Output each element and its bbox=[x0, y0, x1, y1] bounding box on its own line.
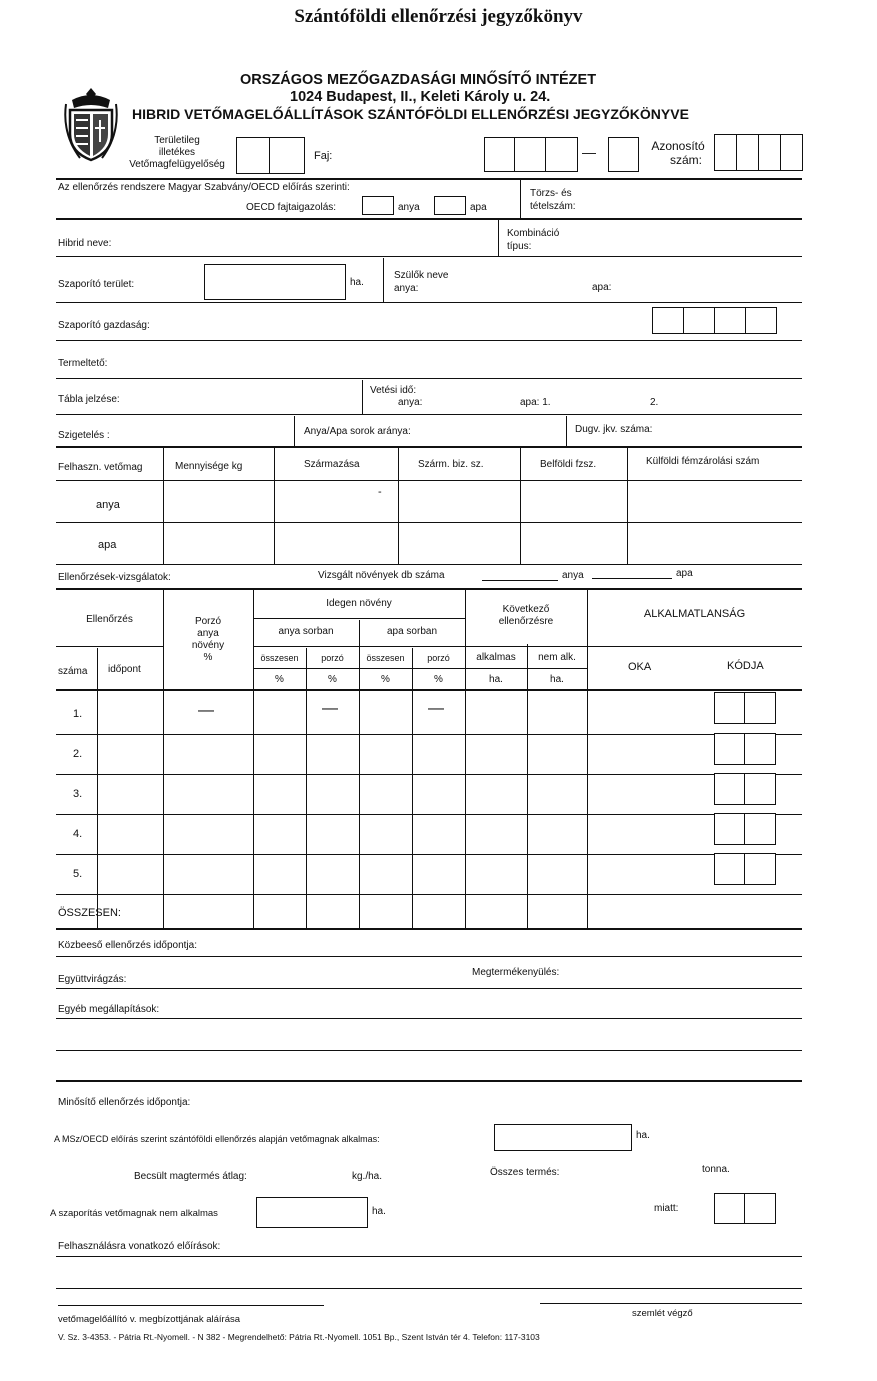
osszesen-label: ÖSSZESEN: bbox=[58, 907, 121, 919]
row-number-5: 5. bbox=[73, 868, 83, 880]
row-number-4: 4. bbox=[73, 828, 83, 840]
printer-footer: V. Sz. 3-4353. - Pátria Rt.-Nyomell. - N 382 - Megrendelhető: Pátria Rt.-Nyomell. 1051 Bp., Szent István tér 4. Telefon: 117-3103 bbox=[58, 1332, 540, 1342]
minosito-label: Minősítő ellenőrzés időpontja: bbox=[58, 1097, 191, 1108]
signature-right-label: szemlét végző bbox=[632, 1308, 693, 1319]
kodja-box-2a[interactable] bbox=[714, 733, 745, 765]
row1-apa-porzo-dash: — bbox=[428, 700, 444, 717]
anya-apa-sorok-label: Anya/Apa sorok aránya: bbox=[304, 426, 411, 437]
osszes-termes-label: Összes termés: bbox=[490, 1167, 560, 1178]
alkalmas-ha: ha. bbox=[489, 674, 503, 685]
oecd-apa-box[interactable] bbox=[434, 196, 466, 215]
coat-of-arms-icon bbox=[60, 84, 122, 164]
ellenorzesek-label: Ellenőrzések-vizsgálatok: bbox=[58, 572, 171, 583]
seed-header-felhasznalt: Felhaszn. vetőmag bbox=[58, 462, 143, 473]
kombinacio-label: Kombináció típus: bbox=[507, 228, 560, 252]
porzo-anya-header: Porzó anya növény % bbox=[191, 616, 225, 663]
ellenorzes-rendszere-label: Az ellenőrzés rendszere Magyar Szabvány/OECD előírás szerinti: bbox=[58, 182, 350, 193]
apa-porzo-header: porzó bbox=[427, 653, 450, 663]
apa-sorban-header: apa sorban bbox=[386, 626, 438, 637]
idegen-noveny-header: Idegen növény bbox=[326, 598, 392, 609]
document-title: Szántóföldi ellenőrzési jegyzőkönyv bbox=[294, 6, 583, 27]
species-code-box-4[interactable] bbox=[608, 137, 639, 172]
tonna-unit: tonna. bbox=[702, 1164, 730, 1175]
szama-header: száma bbox=[58, 666, 88, 677]
felhasznalas-label: Felhasználásra vonatkozó előírások: bbox=[58, 1241, 221, 1252]
tabla-jelzese-label: Tábla jelzése: bbox=[58, 394, 120, 405]
nem-alkalmas-label: A szaporítás vetőmagnak nem alkalmas bbox=[50, 1208, 218, 1219]
oka-header: OKA bbox=[628, 661, 652, 673]
org-address: 1024 Budapest, II., Keleti Károly u. 24. bbox=[290, 89, 551, 105]
dugv-label: Dugv. jkv. száma: bbox=[575, 424, 653, 435]
miatt-code-box-1[interactable] bbox=[714, 1193, 745, 1224]
row-number-2: 2. bbox=[73, 748, 83, 760]
vetesi-apa-2-label: 2. bbox=[650, 397, 659, 408]
seed-dash: - bbox=[378, 486, 382, 498]
species-code-box-3[interactable] bbox=[545, 137, 578, 172]
apa-osszesen-header: összesen bbox=[366, 653, 405, 663]
mszoecd-label: A MSz/OECD előírás szerint szántóföldi ellenőrzés alapján vetőmagnak alkalmas: bbox=[54, 1134, 380, 1144]
row1-porzo-dash: — bbox=[198, 702, 214, 719]
seed-header-belfoldi: Belföldi fzsz. bbox=[540, 459, 597, 470]
kovetkezo-header: Következő ellenőrzésre bbox=[498, 604, 554, 627]
hibrid-neve-label: Hibrid neve: bbox=[58, 238, 112, 249]
form-title: HIBRID VETŐMAGELŐÁLLÍTÁSOK SZÁNTÓFÖLDI ELLENŐRZÉSI JEGYZŐKÖNYVE bbox=[132, 106, 689, 122]
gazdasag-code-box-4[interactable] bbox=[745, 307, 777, 334]
kodja-box-5a[interactable] bbox=[714, 853, 745, 885]
egyeb-label: Egyéb megállapítások: bbox=[58, 1004, 160, 1015]
kodja-box-3b[interactable] bbox=[744, 773, 776, 805]
szigeteles-label: Szigetelés : bbox=[58, 430, 110, 441]
pct-2: % bbox=[328, 674, 337, 685]
kodja-box-2b[interactable] bbox=[744, 733, 776, 765]
seed-header-szarm-biz: Szárm. biz. sz. bbox=[418, 459, 484, 470]
anya-osszesen-header: összesen bbox=[260, 653, 299, 663]
seed-header-mennyiseg: Mennyisége kg bbox=[175, 461, 243, 472]
kodja-box-5b[interactable] bbox=[744, 853, 776, 885]
ha-unit: ha. bbox=[350, 277, 364, 288]
kodja-box-4a[interactable] bbox=[714, 813, 745, 845]
szaporito-gazdasag-label: Szaporító gazdaság: bbox=[58, 320, 150, 331]
seed-header-szarmazas: Származása bbox=[304, 459, 360, 470]
megtermekenyules-label: Megtermékenyülés: bbox=[472, 967, 560, 978]
alkalmas-ha-unit: ha. bbox=[636, 1130, 650, 1141]
faj-label: Faj: bbox=[314, 150, 333, 162]
kgha-unit: kg./ha. bbox=[352, 1171, 383, 1182]
signature-left-label: vetőmagelőállító v. megbízottjának aláírása bbox=[58, 1314, 241, 1325]
alkalmatlansag-header: ALKALMATLANSÁG bbox=[643, 608, 746, 620]
species-code-box-1[interactable] bbox=[484, 137, 515, 172]
miatt-label: miatt: bbox=[654, 1203, 679, 1214]
anya-porzo-header: porzó bbox=[321, 653, 344, 663]
ellenorzes-header: Ellenőrzés bbox=[86, 614, 133, 625]
oecd-anya-label: anya bbox=[398, 202, 420, 213]
pct-1: % bbox=[275, 674, 284, 685]
oecd-label: OECD fajtaigazolás: bbox=[246, 202, 337, 213]
gazdasag-code-box-2[interactable] bbox=[683, 307, 715, 334]
torzs-label: Törzs- és tételszám: bbox=[530, 188, 576, 212]
seed-header-kulfoldi: Külföldi fémzárolási szám bbox=[646, 456, 760, 467]
szaporito-terulet-field[interactable] bbox=[204, 264, 346, 300]
alkalmas-ha-field[interactable] bbox=[494, 1124, 632, 1151]
org-name: ORSZÁGOS MEZŐGAZDASÁGI MINŐSÍTŐ INTÉZET bbox=[240, 72, 597, 88]
row-number-1: 1. bbox=[73, 708, 83, 720]
code-dash: — bbox=[582, 144, 596, 160]
pct-4: % bbox=[434, 674, 443, 685]
szaporito-terulet-label: Szaporító terület: bbox=[58, 279, 135, 290]
id-box-4[interactable] bbox=[780, 134, 803, 171]
species-code-box-2[interactable] bbox=[514, 137, 546, 172]
nem-alk-header: nem alk. bbox=[538, 652, 576, 663]
becsult-label: Becsült magtermés átlag: bbox=[134, 1171, 247, 1182]
seed-row-anya: anya bbox=[96, 499, 120, 511]
id-box-3[interactable] bbox=[758, 134, 781, 171]
oecd-anya-box[interactable] bbox=[362, 196, 394, 215]
vizsgalt-apa-label: apa bbox=[676, 568, 693, 579]
pct-3: % bbox=[381, 674, 390, 685]
szulok-apa-label: apa: bbox=[592, 282, 612, 293]
gazdasag-code-box-3[interactable] bbox=[714, 307, 746, 334]
vetesi-anya-label: anya: bbox=[398, 397, 423, 408]
oecd-apa-label: apa bbox=[470, 202, 487, 213]
termelteto-label: Termeltető: bbox=[58, 358, 108, 369]
kodja-header: KÓDJA bbox=[727, 660, 764, 672]
authority-label: Területileg illetékes Vetőmagfelügyelőség bbox=[129, 135, 225, 170]
vizsgalt-anya-label: anya bbox=[562, 570, 584, 581]
miatt-code-box-2[interactable] bbox=[744, 1193, 776, 1224]
kodja-box-1b[interactable] bbox=[744, 692, 776, 724]
authority-code-box-2[interactable] bbox=[269, 137, 305, 174]
alkalmas-header: alkalmas bbox=[476, 652, 516, 663]
kodja-box-4b[interactable] bbox=[744, 813, 776, 845]
row1-anya-porzo-dash: — bbox=[322, 700, 338, 717]
anya-sorban-header: anya sorban bbox=[278, 626, 334, 637]
seed-row-apa: apa bbox=[98, 539, 117, 551]
nem-alk-ha: ha. bbox=[550, 674, 564, 685]
kodja-box-1a[interactable] bbox=[714, 692, 745, 724]
kodja-box-3a[interactable] bbox=[714, 773, 745, 805]
azonosito-label: Azonosító szám: bbox=[651, 139, 705, 167]
szulok-neve-label: Szülők neve anya: bbox=[394, 270, 449, 294]
nem-alkalmas-ha-field[interactable] bbox=[256, 1197, 368, 1228]
idopont-header: időpont bbox=[108, 664, 141, 675]
authority-code-box-1[interactable] bbox=[236, 137, 270, 174]
row-number-3: 3. bbox=[73, 788, 83, 800]
egyuttviragzas-label: Együttvirágzás: bbox=[58, 974, 127, 985]
kozbeeso-label: Közbeeső ellenőrzés időpontja: bbox=[58, 940, 197, 951]
vizsgalt-label: Vizsgált növények db száma bbox=[318, 570, 445, 581]
nem-alkalmas-ha-unit: ha. bbox=[372, 1206, 386, 1217]
vetesi-ido-label: Vetési idő: bbox=[370, 385, 417, 396]
id-box-2[interactable] bbox=[736, 134, 759, 171]
gazdasag-code-box-1[interactable] bbox=[652, 307, 684, 334]
id-box-1[interactable] bbox=[714, 134, 737, 171]
vetesi-apa-label: apa: 1. bbox=[520, 397, 551, 408]
